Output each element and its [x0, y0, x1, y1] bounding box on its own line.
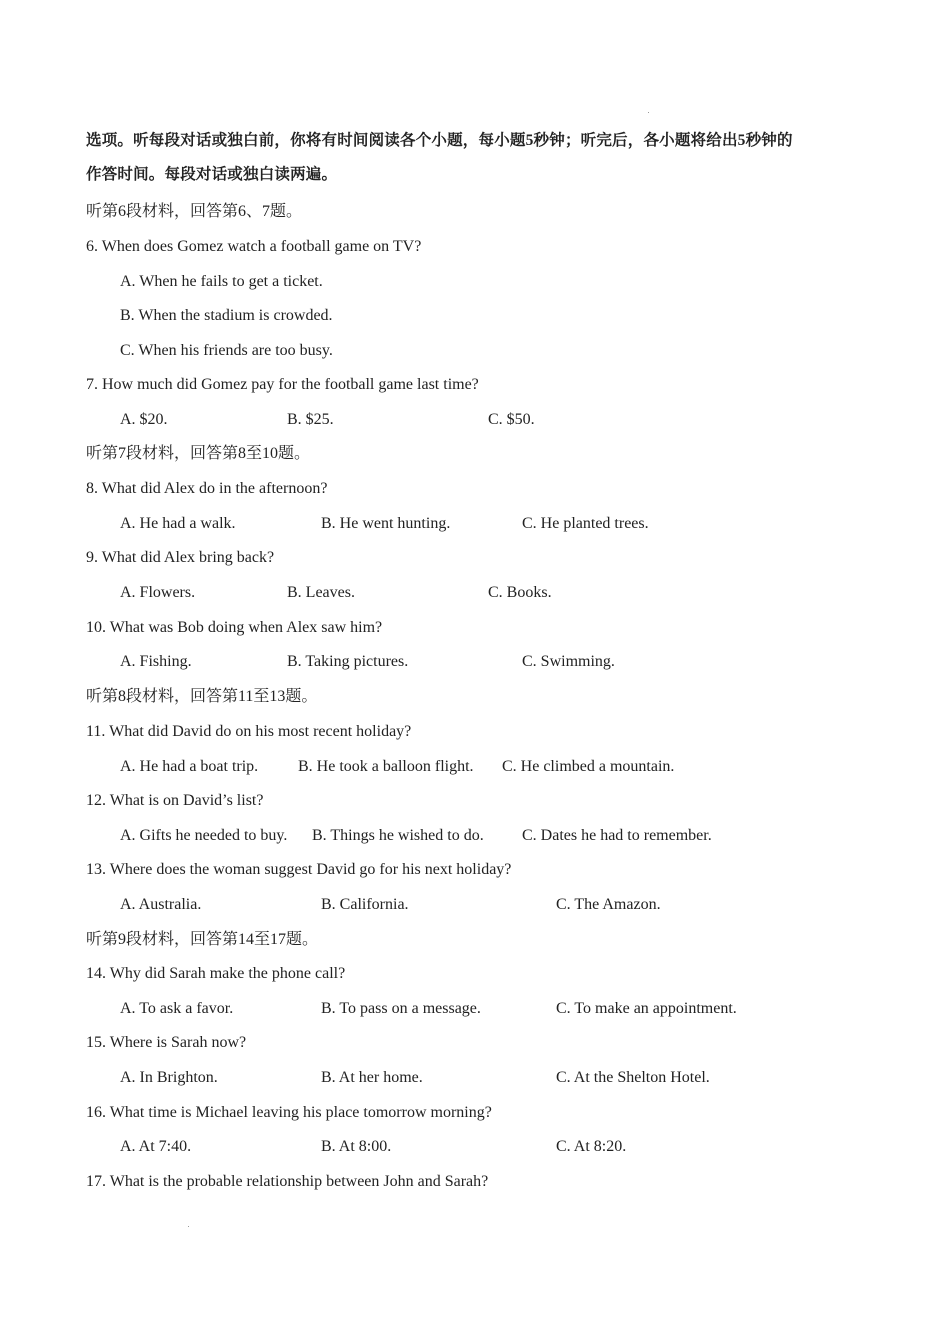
- option-8-c: C. He planted trees.: [522, 515, 649, 532]
- option-6-c: C. When his friends are too busy.: [120, 342, 333, 359]
- instructions-line-2: 作答时间。每段对话或独白读两遍。: [86, 166, 338, 183]
- question-12: 12. What is on David’s list?: [86, 792, 264, 809]
- question-15: 15. Where is Sarah now?: [86, 1034, 247, 1051]
- option-14-a: A. To ask a favor.: [120, 1000, 234, 1017]
- option-10-b: B. Taking pictures.: [287, 653, 409, 670]
- option-13-a: A. Australia.: [120, 896, 202, 913]
- question-17: 17. What is the probable relationship between John and Sarah?: [86, 1173, 489, 1190]
- option-14-c: C. To make an appointment.: [556, 1000, 737, 1017]
- section-header: 听第6段材料，回答第6、7题。: [86, 203, 303, 220]
- instructions: [86, 122, 876, 194]
- option-7-b: B. $25.: [287, 411, 334, 428]
- option-10-a: A. Fishing.: [120, 653, 192, 670]
- question-6: 6. When does Gomez watch a football game on TV?: [86, 238, 422, 255]
- option-12-c: C. Dates he had to remember.: [522, 827, 712, 844]
- section-header: 听第8段材料，回答第11至13题。: [86, 688, 318, 705]
- question-13: 13. Where does the woman suggest David go for his next holiday?: [86, 861, 512, 878]
- question-8: 8. What did Alex do in the afternoon?: [86, 480, 328, 497]
- instructions-line-1: 选项。听每段对话或独白前，你将有时间阅读各个小题，每小题5秒钟；听完后，各小题将给出5秒钟的: [86, 132, 793, 149]
- option-12-a: A. Gifts he needed to buy.: [120, 827, 288, 844]
- option-11-b: B. He took a balloon flight.: [298, 758, 474, 775]
- option-8-a: A. He had a walk.: [120, 515, 236, 532]
- scan-speck: [648, 112, 649, 113]
- option-10-c: C. Swimming.: [522, 653, 615, 670]
- option-9-b: B. Leaves.: [287, 584, 355, 601]
- option-11-c: C. He climbed a mountain.: [502, 758, 675, 775]
- section-header: 听第7段材料，回答第8至10题。: [86, 445, 311, 462]
- option-14-b: B. To pass on a message.: [321, 1000, 481, 1017]
- option-16-b: B. At 8:00.: [321, 1138, 392, 1155]
- option-6-b: B. When the stadium is crowded.: [120, 307, 333, 324]
- option-12-b: B. Things he wished to do.: [312, 827, 484, 844]
- question-7: 7. How much did Gomez pay for the football game last time?: [86, 376, 479, 393]
- option-15-c: C. At the Shelton Hotel.: [556, 1069, 710, 1086]
- question-9: 9. What did Alex bring back?: [86, 549, 275, 566]
- option-15-a: A. In Brighton.: [120, 1069, 218, 1086]
- option-7-c: C. $50.: [488, 411, 535, 428]
- section-header: 听第9段材料，回答第14至17题。: [86, 931, 319, 948]
- question-14: 14. Why did Sarah make the phone call?: [86, 965, 346, 982]
- option-16-c: C. At 8:20.: [556, 1138, 627, 1155]
- scan-speck: [188, 1226, 189, 1227]
- question-10: 10. What was Bob doing when Alex saw him?: [86, 619, 383, 636]
- option-9-c: C. Books.: [488, 584, 552, 601]
- option-7-a: A. $20.: [120, 411, 168, 428]
- option-9-a: A. Flowers.: [120, 584, 196, 601]
- question-11: 11. What did David do on his most recent holiday?: [86, 723, 412, 740]
- question-16: 16. What time is Michael leaving his place tomorrow morning?: [86, 1104, 492, 1121]
- option-16-a: A. At 7:40.: [120, 1138, 192, 1155]
- option-11-a: A. He had a boat trip.: [120, 758, 259, 775]
- option-15-b: B. At her home.: [321, 1069, 423, 1086]
- option-8-b: B. He went hunting.: [321, 515, 451, 532]
- option-13-c: C. The Amazon.: [556, 896, 661, 913]
- option-13-b: B. California.: [321, 896, 409, 913]
- option-6-a: A. When he fails to get a ticket.: [120, 273, 323, 290]
